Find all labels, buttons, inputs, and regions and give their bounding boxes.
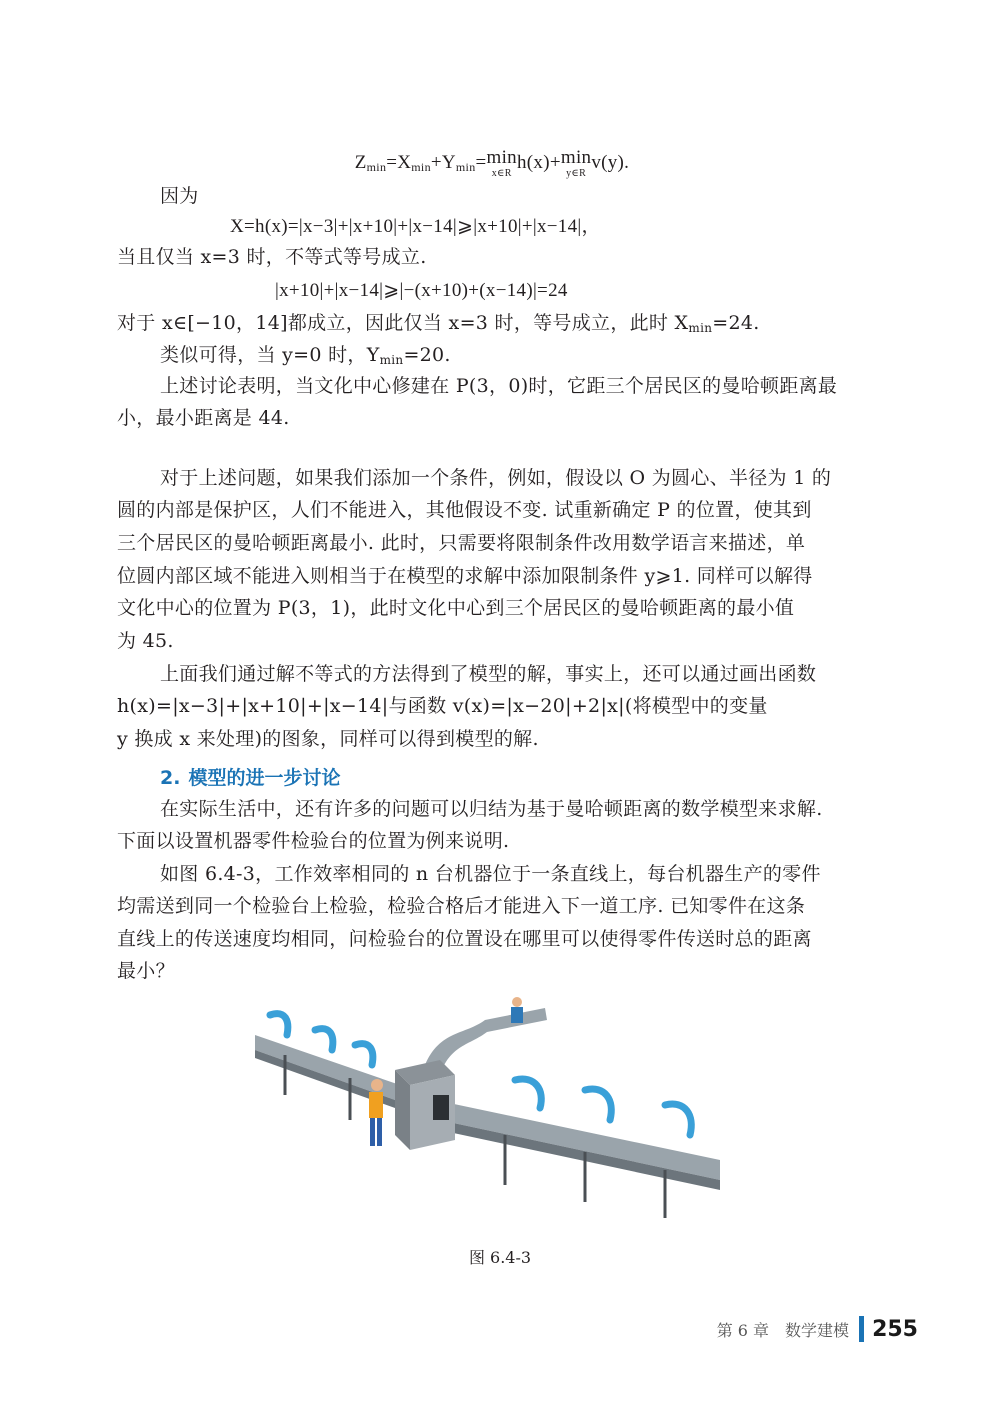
text-line: 类似可得，当 y=0 时，$Y_{min}=20$. [160,344,451,367]
sub-min: min [411,160,431,174]
min-operator-y: min y∈R [560,147,592,179]
text-line: 三个居民区的曼哈顿距离最小. 此时，只需要将限制条件改用数学语言来描述，单 [117,532,806,554]
worker-top [511,997,523,1023]
page-footer [717,1316,918,1342]
text-line: 最小？ [117,960,175,982]
text-line: 对于上述问题，如果我们添加一个条件，例如，假设以 O 为圆心、半径为 1 的 [160,467,832,489]
text-line: 上面我们通过解不等式的方法得到了模型的解，事实上，还可以通过画出函数 [160,663,817,685]
equation-line: X=h(x)=|x−3|+|x+10|+|x−14|⩾|x+10|+|x−14|， [230,216,601,237]
equation-line: |x+10|+|x−14|⩾|−(x+10)+(x−14)|=24 [275,280,568,301]
formula-eq: = [475,152,487,173]
section-heading [160,763,340,790]
text-line: 在实际生活中，还有许多的问题可以归结为基于曼哈顿距离的数学模型来求解. [160,798,823,820]
figure-caption: 图 6.4-3 [468,1248,532,1267]
conveyor-right [430,1100,720,1180]
formula-plus-y: +Y [430,152,456,173]
text-line: y 换成 x 来处理)的图象，同样可以得到模型的解. [117,728,539,750]
text-line: 位圆内部区域不能进入则相当于在模型的求解中添加限制条件 y⩾1. 同样可以解得 [117,565,813,587]
inspection-window [433,1095,449,1120]
footer-divider [859,1316,864,1342]
text-line: h(x)=|x−3|+|x+10|+|x−14|与函数 v(x)=|x−20|+2|x|(将模型中的变量 [117,695,768,717]
section-number: 2. [160,767,181,789]
chapter-label: 第 6 章 数学建模 [716,1320,850,1340]
section-title: 模型的进一步讨论 [188,767,341,789]
text-line: 下面以设置机器零件检验台的位置为例来说明. [117,830,510,852]
formula-eq-x: =X [386,152,412,173]
conveyor-illustration [255,990,730,1240]
text-line: 如图 6.4-3，工作效率相同的 n 台机器位于一条直线上，每台机器生产的零件 [160,863,821,885]
sub-min: min [455,160,476,174]
text-line: 当且仅当 x=3 时，不等式等号成立. [117,246,427,268]
text-line: 对于 x∈[−10，14]都成立，因此仅当 x=3 时，等号成立，此时 $X_{min}=24$. [117,312,760,335]
text-line: 文化中心的位置为 P(3，1)，此时文化中心到三个居民区的曼哈顿距离的最小值 [117,597,795,619]
text-line: 小，最小距离是 44. [117,407,290,429]
text-line: 直线上的传送速度均相同，问检验台的位置设在哪里可以使得零件传送时总的距离 [117,928,812,950]
formula-h: h(x)+ [516,152,561,173]
formula-v: v(y). [591,152,630,173]
text-line: 为 45. [117,630,174,652]
formula-z-min [117,148,867,182]
formula-z: Z [354,152,367,173]
sub-min: min [366,160,387,174]
text-line: 圆的内部是保护区，人们不能进入，其他假设不变. 试重新确定 P 的位置，使其到 [117,499,812,521]
text-line: 上述讨论表明，当文化中心修建在 P(3，0)时，它距三个居民区的曼哈顿距离最 [160,375,838,397]
text-line: 因为 [160,185,199,207]
min-operator-x: min x∈R [486,147,517,179]
text-line: 均需送到同一个检验台上检验，检验合格后才能进入下一道工序. 已知零件在这条 [117,895,806,917]
page-number: 255 [872,1316,918,1342]
